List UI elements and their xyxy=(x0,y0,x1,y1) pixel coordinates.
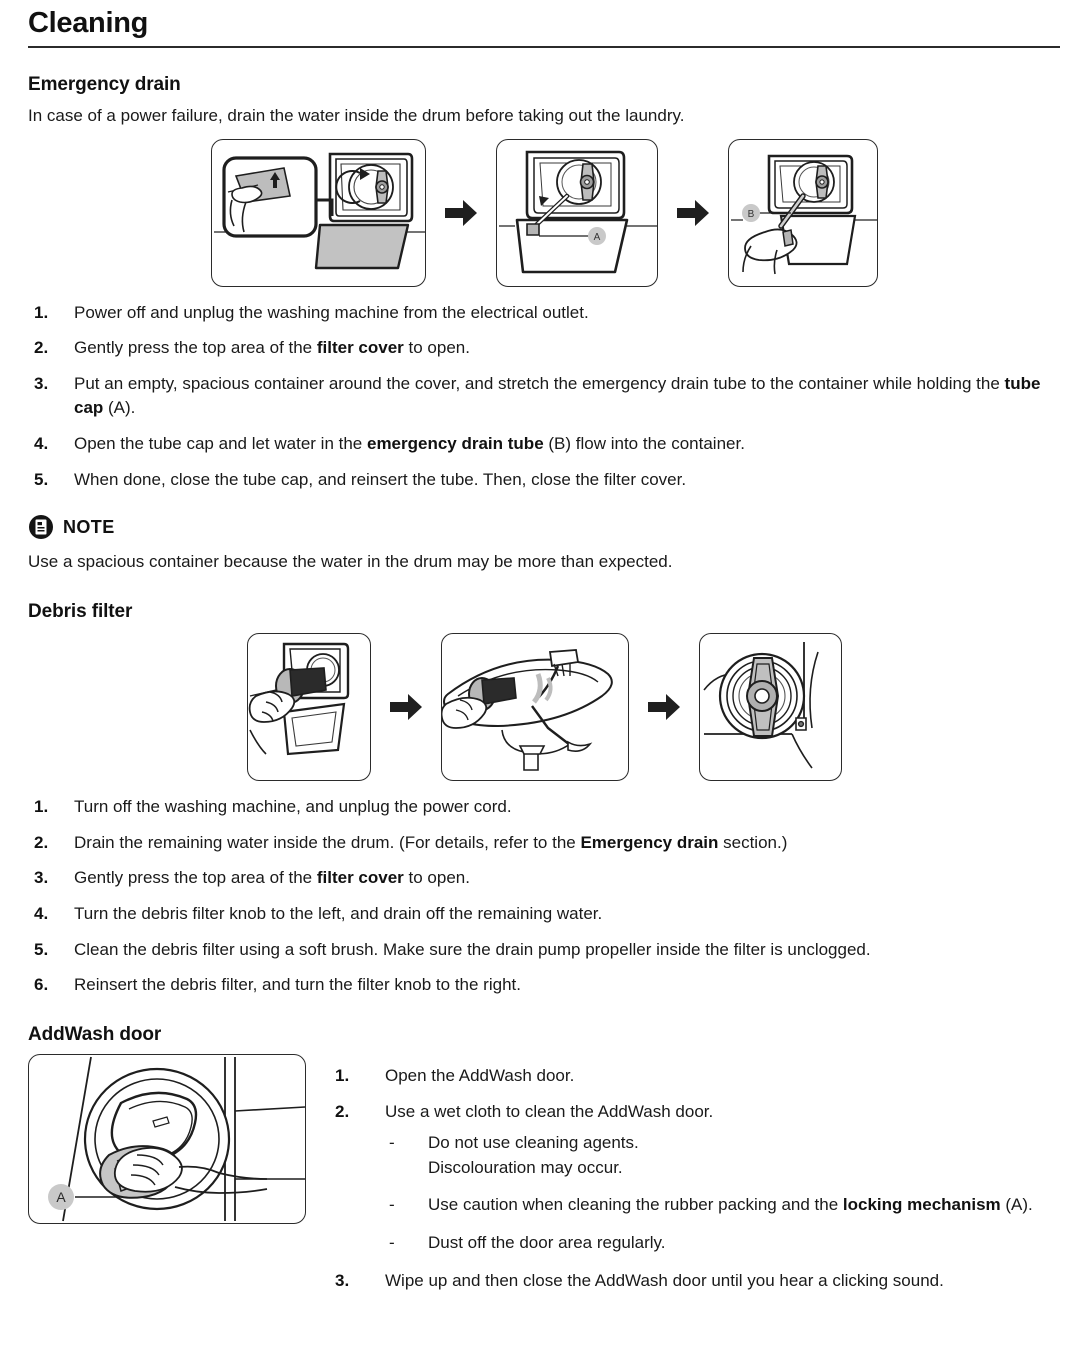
list-item xyxy=(28,468,1060,493)
arrow-icon-3 xyxy=(371,692,441,722)
list-item xyxy=(385,1231,1060,1256)
emergency-drain-intro: In case of a power failure, drain the water inside the drum before taking out the laundry. xyxy=(28,105,685,125)
step-text-3: Wipe up and then close the AddWash door until you hear a clicking sound. xyxy=(385,1270,944,1290)
list-item xyxy=(28,902,1060,927)
step-text-4: Turn the debris filter knob to the left, and drain off the remaining water. xyxy=(74,903,603,923)
list-item xyxy=(28,432,1060,457)
list-item xyxy=(28,973,1060,998)
substep-text-3: Dust off the door area regularly. xyxy=(428,1233,666,1253)
emergency-drain-figure-row xyxy=(28,139,1060,287)
arrow-icon-2 xyxy=(658,198,728,228)
figure-draining-water-from-filter xyxy=(441,633,629,781)
page-content xyxy=(28,74,1060,1304)
step-text-2: Gently press the top area of the filter cover to open. xyxy=(74,338,470,358)
figure-filter-knob-closeup xyxy=(699,633,842,781)
section-heading-addwash-door: AddWash door xyxy=(28,1023,162,1045)
section-heading-debris-filter: Debris filter xyxy=(28,601,133,623)
note-label: NOTE xyxy=(63,516,115,537)
list-item xyxy=(335,1100,1060,1256)
list-item xyxy=(28,866,1060,891)
substep-text-1: Do not use cleaning agents. Discolouration may occur. xyxy=(428,1133,639,1177)
step-text-2: Use a wet cloth to clean the AddWash door. xyxy=(385,1101,714,1121)
addwash-substeps xyxy=(385,1131,1060,1256)
list-item xyxy=(28,336,1060,361)
step-text-1: Turn off the washing machine, and unplug the power cord. xyxy=(74,797,512,817)
figure-pulling-out-debris-filter xyxy=(247,633,371,781)
step-text-1: Power off and unplug the washing machine from the electrical outlet. xyxy=(74,302,589,322)
step-text-6: Reinsert the debris filter, and turn the filter knob to the right. xyxy=(74,975,521,995)
page-title: Cleaning xyxy=(28,7,149,39)
debris-filter-steps xyxy=(28,795,1060,998)
note-body: Use a spacious container because the water in the drum may be more than expected. xyxy=(28,552,673,572)
page-header xyxy=(28,0,1060,48)
step-text-4: Open the tube cap and let water in the emergency drain tube (B) flow into the container. xyxy=(74,434,745,454)
addwash-door-steps xyxy=(335,1064,1060,1293)
arrow-icon-4 xyxy=(629,692,699,722)
section-heading-emergency-drain: Emergency drain xyxy=(28,73,181,95)
figure-opening-tube-cap xyxy=(728,139,878,287)
emergency-drain-steps xyxy=(28,301,1060,493)
step-text-2: Drain the remaining water inside the drum. (For details, refer to the Emergency drain section.) xyxy=(74,832,788,852)
step-text-5: Clean the debris filter using a soft brush. Make sure the drain pump propeller inside the filter is unclogged. xyxy=(74,939,871,959)
svg-text:A: A xyxy=(593,231,600,243)
list-item xyxy=(28,831,1060,856)
substep-text-2: Use caution when cleaning the rubber packing and the locking mechanism (A). xyxy=(428,1195,1033,1215)
list-item xyxy=(335,1064,1060,1089)
step-text-5: When done, close the tube cap, and reinsert the tube. Then, close the filter cover. xyxy=(74,469,687,489)
step-text-3: Put an empty, spacious container around the cover, and stretch the emergency drain tube to the container while holding the tube cap (A). xyxy=(74,373,1041,418)
debris-filter-figure-row xyxy=(28,633,1060,781)
svg-text:A: A xyxy=(56,1188,66,1205)
list-item xyxy=(28,301,1060,326)
list-item xyxy=(28,372,1060,421)
header-divider xyxy=(28,46,1060,48)
step-text-1: Open the AddWash door. xyxy=(385,1065,575,1085)
list-item xyxy=(28,938,1060,963)
svg-text:B: B xyxy=(747,208,754,220)
list-item xyxy=(385,1131,1060,1180)
list-item xyxy=(385,1193,1060,1218)
addwash-door-block xyxy=(28,1054,1060,1304)
list-item xyxy=(28,795,1060,820)
note-document-icon xyxy=(28,514,54,540)
figure-drain-tube-with-tube-cap xyxy=(496,139,658,287)
arrow-icon-1 xyxy=(426,198,496,228)
note-header xyxy=(28,514,1060,540)
step-text-3: Gently press the top area of the filter cover to open. xyxy=(74,868,470,888)
addwash-steps-wrapper xyxy=(313,1054,1060,1304)
figure-filter-cover-press-detail xyxy=(211,139,426,287)
addwash-figure-wrapper xyxy=(28,1054,313,1224)
list-item xyxy=(335,1269,1060,1294)
figure-addwash-door-locking-mechanism xyxy=(28,1054,306,1224)
